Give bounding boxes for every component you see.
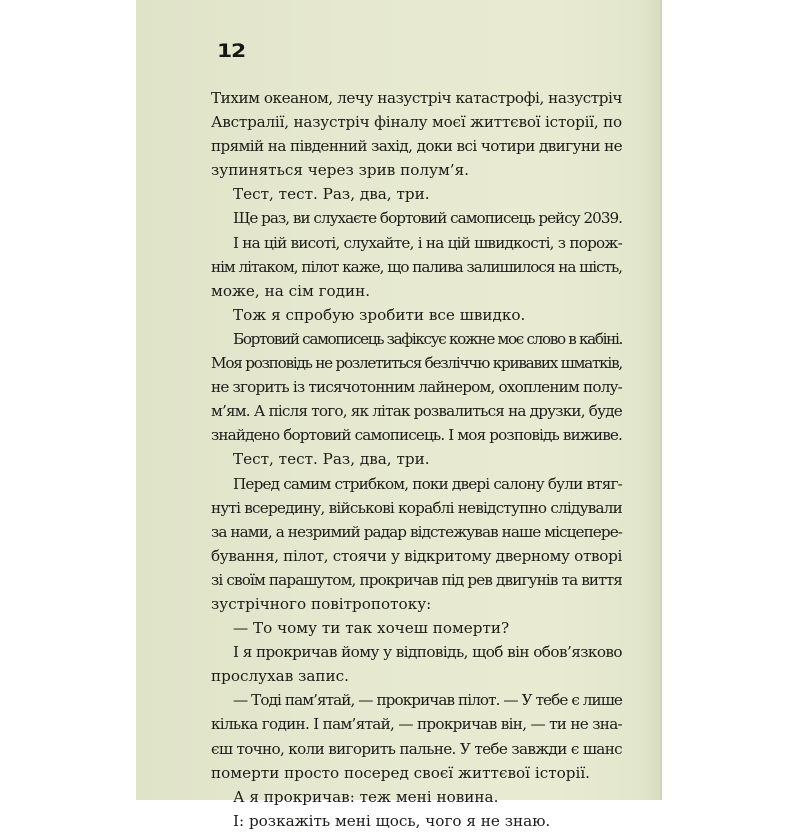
text-line: Тест, тест. Раз, два, три. [233,185,430,204]
text-line: не згорить із тисячотонним лайнером, охопленим полу- [211,378,622,397]
page-number: 12 [217,40,246,62]
text-line: Тихим океаном, лечу назустріч катастрофі, назустріч [211,89,622,107]
text-line: єш точно, коли вигорить пальне. У тебе завжди є шанс [211,739,622,758]
text-line: Ще раз, ви слухаєте бортовий самописець рейсу 2039. [233,209,622,228]
text-line: прослухав запис. [211,667,349,686]
text-line: зустрічного повітропотоку: [211,594,432,613]
page-edge [660,0,662,800]
text-line: зупиняться через зрив полум’я. [211,161,470,180]
text-line: Моя розповідь не розлетиться безліччю кривавих шматків, [211,354,622,373]
text-line: знайдено бортовий самописець. І моя розповідь виживе. [211,426,622,445]
text-line: бування, пілот, стоячи у відкритому дверному отворі [211,546,622,565]
text-line: прямій на південний захід, доки всі чотири двигуни не [211,137,622,156]
text-line: І: розкажіть мені щось, чого я не знаю. [233,811,551,830]
text-line: Тож я спробую зробити все швидко. [233,305,526,324]
text-line: І я прокричав йому у відповідь, щоб він обов’язково [233,643,622,662]
text-line: Австралії, назустріч фіналу моєї життєвої історії, по [211,113,622,132]
text-line: — Тоді пам’ятай, — прокричав пілот. — У тебе є лише [233,691,622,710]
body-text [211,86,622,833]
text-line: Бортовий самописець зафіксує кожне моє слово в кабіні. [233,329,622,348]
text-line: нім літаком, пілот каже, що палива залишилося на шість, [211,257,622,276]
text-line: нуті всередину, військові кораблі невідступно слідували [211,498,622,517]
text-line: А я прокричав: теж мені новина. [233,787,499,806]
book-page [136,0,662,830]
text-line: померти просто посеред своєї життєвої історії. [211,763,591,782]
text-line: може, на сім годин. [211,281,371,300]
text-line: кілька годин. І пам’ятай, — прокричав він, — ти не зна- [211,715,622,734]
text-line: — То чому ти так хочеш померти? [233,619,510,638]
text-line: м’ям. А після того, як літак розвалиться на друзки, буде [211,402,622,421]
text-line: за нами, а незримий радар відстежував наше місцепере- [211,522,622,541]
text-line: зі своїм парашутом, прокричав під рев двигунів та виття [211,570,622,589]
text-line: Перед самим стрибком, поки двері салону були втяг- [233,474,622,493]
text-line: Тест, тест. Раз, два, три. [233,450,430,469]
text-line: І на цій висоті, слухайте, і на цій швидкості, з порож- [233,233,622,252]
